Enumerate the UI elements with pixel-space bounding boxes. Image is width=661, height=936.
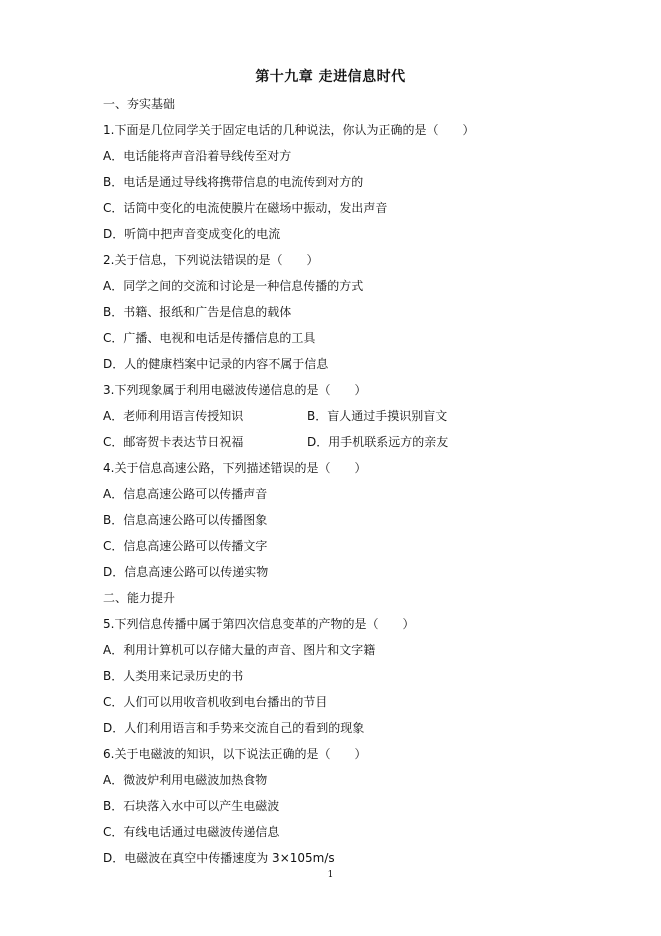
q4-option-a: A．信息高速公路可以传播声音 bbox=[103, 487, 268, 501]
q2-option-b: B．书籍、报纸和广告是信息的载体 bbox=[103, 305, 292, 319]
q5-option-b: B．人类用来记录历史的书 bbox=[103, 669, 244, 683]
q1-option-c: C．话筒中变化的电流使膜片在磁场中振动，发出声音 bbox=[103, 201, 388, 215]
q6-option-a: A．微波炉利用电磁波加热食物 bbox=[103, 773, 268, 787]
q6-option-b: B．石块落入水中可以产生电磁波 bbox=[103, 799, 280, 813]
q1-option-d: D．听筒中把声音变成变化的电流 bbox=[103, 227, 281, 241]
question-6: 6.关于电磁波的知识，以下说法正确的是（ ） bbox=[103, 747, 367, 761]
q6-option-c: C．有线电话通过电磁波传递信息 bbox=[103, 825, 280, 839]
q4-option-c: C．信息高速公路可以传播文字 bbox=[103, 539, 268, 553]
section-heading-advanced: 二、能力提升 bbox=[103, 591, 176, 605]
q2-option-a: A．同学之间的交流和讨论是一种信息传播的方式 bbox=[103, 279, 364, 293]
q5-option-a: A．利用计算机可以存储大量的声音、图片和文字籍 bbox=[103, 643, 376, 657]
q2-option-d: D．人的健康档案中记录的内容不属于信息 bbox=[103, 357, 329, 371]
q5-option-d: D．人们利用语言和手势来交流自己的看到的现象 bbox=[103, 721, 365, 735]
q3-option-b: B．盲人通过手摸识别盲文 bbox=[307, 409, 448, 423]
q1-option-b: B．电话是通过导线将携带信息的电流传到对方的 bbox=[103, 175, 364, 189]
question-2: 2.关于信息，下列说法错误的是（ ） bbox=[103, 253, 319, 267]
question-5: 5.下列信息传播中属于第四次信息变革的产物的是（ ） bbox=[103, 617, 415, 631]
q3-option-a: A．老师利用语言传授知识 bbox=[103, 409, 244, 423]
q5-option-c: C．人们可以用收音机收到电台播出的节目 bbox=[103, 695, 328, 709]
q6-option-d: D．电磁波在真空中传播速度为 3×105m/s bbox=[103, 851, 335, 865]
q3-option-c: C．邮寄贺卡表达节日祝福 bbox=[103, 435, 244, 449]
question-4: 4.关于信息高速公路，下列描述错误的是（ ） bbox=[103, 461, 367, 475]
page-number: 1 bbox=[327, 870, 334, 880]
q2-option-c: C．广播、电视和电话是传播信息的工具 bbox=[103, 331, 316, 345]
chapter-title: 第十九章 走进信息时代 bbox=[255, 69, 406, 85]
q4-option-d: D．信息高速公路可以传递实物 bbox=[103, 565, 269, 579]
q3-option-d: D．用手机联系远方的亲友 bbox=[307, 435, 449, 449]
section-heading-basics: 一、夯实基础 bbox=[103, 97, 176, 111]
question-1: 1.下面是几位同学关于固定电话的几种说法，你认为正确的是（ ） bbox=[103, 123, 475, 137]
q1-option-a: A．电话能将声音沿着导线传至对方 bbox=[103, 149, 292, 163]
q4-option-b: B．信息高速公路可以传播图象 bbox=[103, 513, 268, 527]
question-3: 3.下列现象属于利用电磁波传递信息的是（ ） bbox=[103, 383, 367, 397]
